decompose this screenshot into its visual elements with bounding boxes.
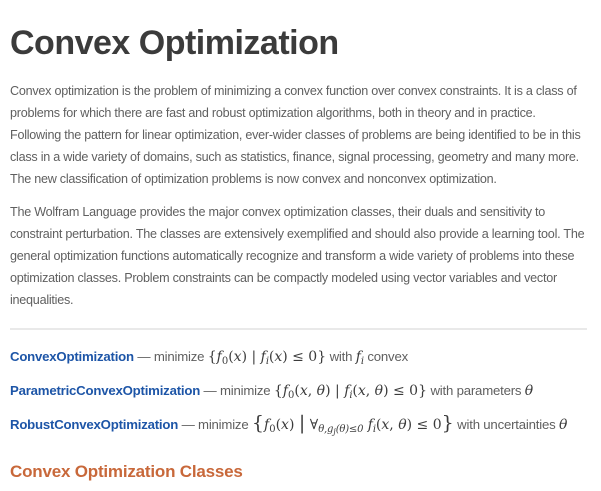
text-segment: (θ)≤0	[335, 424, 364, 436]
text-segment: with uncertainties	[453, 417, 559, 433]
text-segment: x	[233, 349, 242, 366]
text-segment: {	[273, 383, 283, 400]
text-segment: (	[268, 349, 275, 366]
text-segment: x	[299, 383, 308, 400]
text-segment: minimize	[220, 383, 274, 399]
text-segment: θ	[316, 383, 326, 400]
text-segment: f	[282, 383, 288, 400]
text-segment: with parameters	[427, 383, 525, 399]
page-title: Convex Optimization	[10, 24, 339, 62]
text-segment: ) |	[325, 383, 345, 400]
function-description	[133, 348, 408, 368]
text-segment: with	[326, 349, 356, 365]
text-segment: x	[274, 349, 283, 366]
text-segment: (	[294, 383, 300, 400]
text-segment: {	[207, 349, 217, 366]
text-segment: i	[360, 356, 364, 368]
text-segment: 0	[221, 356, 229, 368]
text-segment: ) ≤ 0}	[383, 383, 428, 400]
section-heading-convex-optimization-classes: Convex Optimization Classes	[10, 462, 243, 482]
function-description	[200, 382, 534, 402]
text-segment: ,	[365, 383, 375, 400]
text-segment: ) ≤ 0	[406, 417, 442, 434]
text-segment: j	[333, 427, 336, 437]
text-segment: (	[352, 383, 358, 400]
text-segment: —	[200, 383, 220, 399]
text-segment: (	[275, 417, 282, 434]
text-segment: ∀	[305, 417, 319, 434]
documentation-page	[0, 24, 601, 482]
function-list-item	[10, 380, 587, 407]
text-segment: x	[381, 417, 390, 434]
convexoptimization-link[interactable]: ConvexOptimization	[10, 349, 134, 365]
function-list-item	[10, 414, 587, 443]
parametricconvexoptimization-link[interactable]: ParametricConvexOptimization	[10, 383, 201, 399]
function-list	[10, 346, 587, 443]
text-segment: |	[298, 412, 306, 435]
text-segment: (	[228, 349, 234, 366]
text-segment: f	[344, 383, 350, 400]
text-segment: i	[372, 424, 376, 436]
section-divider	[10, 328, 587, 330]
text-segment: 0	[288, 390, 295, 402]
text-segment: f	[355, 349, 361, 366]
text-segment: {	[251, 412, 265, 435]
text-segment: θ,g	[318, 424, 334, 436]
text-segment: θ	[398, 417, 407, 434]
text-segment: f	[216, 349, 222, 366]
text-segment: ,	[389, 417, 399, 434]
text-segment: ) |	[241, 349, 261, 366]
text-segment: x	[281, 417, 289, 434]
text-segment: i	[265, 356, 269, 368]
text-segment: minimize	[153, 349, 208, 365]
text-segment: i	[349, 390, 353, 402]
text-segment: θ	[524, 383, 534, 400]
function-description	[178, 412, 568, 437]
text-segment: f	[260, 349, 266, 366]
intro-paragraph-1: Convex optimization is the problem of minimizing a convex function over convex constraints. It is a class of problems for which there are fast and robust optimization algorithms, both in theory and in practice. Following the pattern for linear optimization, ever-wider classes of problems are being identified to be in this class in a wide variety of domains, such as statistics, finance, signal processing, geometry and many more. The new classification of optimization problems is now convex and nonconvex optimization.	[10, 84, 581, 187]
text-segment: x	[357, 383, 366, 400]
text-segment: 0	[269, 424, 276, 436]
text-segment: }	[441, 412, 454, 435]
text-segment: θ	[374, 383, 384, 400]
text-segment: θ	[558, 417, 568, 434]
text-segment: convex	[363, 349, 408, 365]
text-segment: f	[367, 417, 373, 434]
text-segment: f	[264, 417, 270, 434]
intro-paragraph-2: The Wolfram Language provides the major convex optimization classes, their duals and sensitivity to constraint perturbation. The classes are extensively exemplified and should also provide a learning tool. The general optimization functions automatically recognize and transform a wide variety of problems into these optimization classes. Problem constraints can be compactly modeled using vector variables and vector inequalities.	[10, 205, 585, 308]
robustconvexoptimization-link[interactable]: RobustConvexOptimization	[10, 417, 179, 433]
text-segment: ,	[307, 383, 317, 400]
text-segment: —	[178, 417, 199, 433]
text-segment: —	[133, 349, 154, 365]
text-segment: minimize	[198, 417, 252, 433]
text-segment: ) ≤ 0}	[282, 349, 327, 366]
text-segment: (	[375, 417, 382, 434]
text-segment: )	[288, 417, 299, 434]
function-list-item	[10, 346, 587, 373]
